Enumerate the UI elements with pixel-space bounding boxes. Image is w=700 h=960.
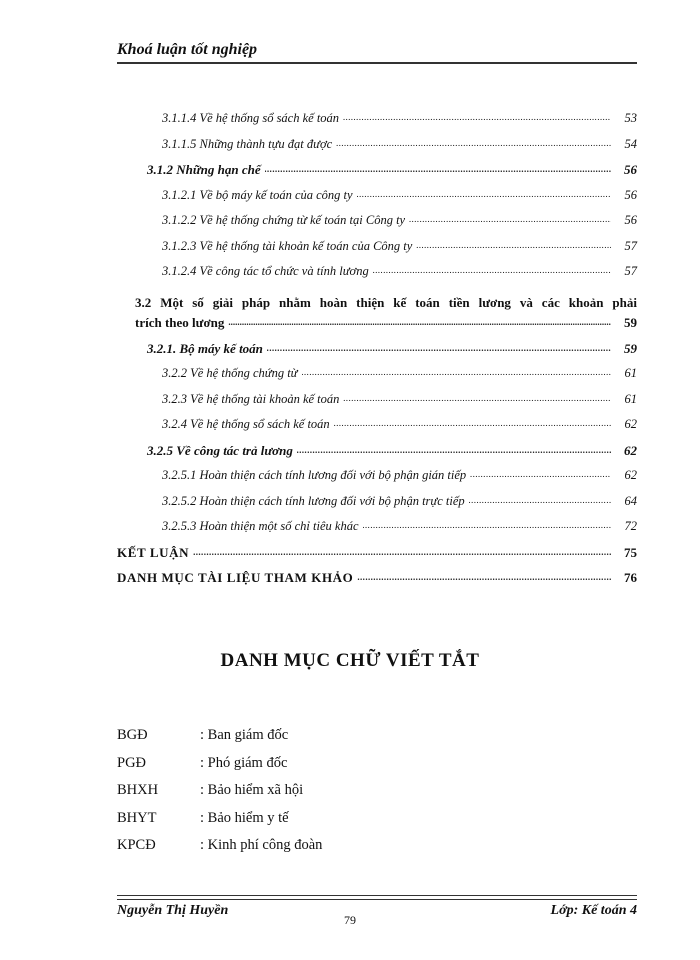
toc-entry-wrapped — [117, 290, 637, 341]
toc-entry-label: 3.2.4 Về hệ thống sổ sách kế toán — [162, 417, 330, 431]
toc-leader-dots — [357, 572, 611, 582]
toc-entry-label: 3.1.2.3 Về hệ thống tài khoản kế toán của Công ty — [162, 238, 413, 253]
toc-entry-label: 3.2.5.2 Hoàn thiện cách tính lương đối với bộ phận trực tiếp — [162, 493, 465, 508]
abbreviation-key: PGĐ — [117, 754, 147, 771]
toc-entry — [117, 519, 637, 545]
abbreviation-key: BHYT — [117, 809, 157, 826]
toc-entry-label: 3.2.2 Về hệ thống chứng từ — [162, 366, 298, 380]
toc-entry-page: 61 — [624, 366, 637, 380]
toc-entry-page: 54 — [624, 136, 637, 151]
toc-leader-dots — [469, 495, 611, 505]
abbreviation-value: : Phó giám đốc — [200, 754, 288, 771]
abbreviation-key: BGĐ — [117, 727, 148, 743]
toc-entry — [117, 264, 637, 290]
toc-entry-page: 57 — [624, 264, 637, 278]
toc-entry — [117, 443, 637, 469]
toc-leader-dots — [470, 469, 611, 479]
toc-entry-label: 3.1.2.4 Về công tác tổ chức và tính lương — [162, 264, 369, 278]
toc-entry-label: 3.1.2 Những hạn chế — [147, 162, 261, 177]
toc-leader-dots — [302, 367, 612, 377]
toc-entry — [117, 188, 637, 214]
toc-leader-dots — [334, 418, 611, 428]
footer-author: Nguyễn Thị Huyền — [117, 903, 229, 918]
toc-entry — [117, 366, 637, 392]
toc-entry-page: 75 — [624, 544, 637, 560]
toc-entry — [117, 239, 637, 265]
toc-entry-page: 53 — [624, 111, 637, 125]
toc-leader-dots — [357, 189, 611, 199]
toc-entry-line2 — [135, 315, 637, 341]
toc-leader-dots — [193, 547, 611, 557]
abbreviation-value: : Bảo hiểm y tế — [200, 809, 289, 826]
toc-entry-page: 61 — [624, 391, 637, 406]
toc-entry-page: 62 — [624, 442, 637, 458]
toc-entry-label: KẾT LUẬN — [117, 544, 190, 560]
abbreviation-value: : Kinh phí công đoàn — [200, 837, 323, 853]
footer-class-label: Lớp: Kế toán 4 — [550, 903, 637, 918]
toc-entry-page: 56 — [624, 187, 637, 202]
page-number: 79 — [344, 913, 356, 927]
toc-entry — [117, 137, 637, 163]
toc-entry-page: 56 — [624, 213, 637, 227]
toc-leader-dots — [336, 138, 611, 148]
toc-entry-label: 3.2.5.1 Hoàn thiện cách tính lương đối với bộ phận gián tiếp — [162, 468, 467, 482]
toc-leader-dots — [343, 112, 611, 122]
toc-leader-dots — [343, 393, 611, 403]
abbreviation-row — [117, 835, 517, 863]
toc-entry — [117, 545, 637, 571]
toc-entry — [117, 494, 637, 520]
toc-entry-page: 72 — [624, 519, 637, 533]
header-title: Khoá luận tốt nghiệp — [117, 41, 258, 58]
toc-entry-label: 3.1.1.4 Về hệ thống sổ sách kế toán — [162, 111, 340, 125]
toc-leader-dots — [297, 445, 611, 455]
toc-entry — [117, 162, 637, 188]
toc-entry-page: 64 — [624, 493, 637, 508]
toc-entry-label: 3.2.5.3 Hoàn thiện một số chỉ tiêu khác — [162, 519, 359, 533]
toc-leader-dots — [409, 214, 611, 224]
page-header — [117, 40, 637, 60]
footer-rule — [117, 895, 637, 900]
toc-entry-label: 3.2.1. Bộ máy kế toán — [147, 340, 263, 356]
toc-entry-label-line2: trích theo lương — [135, 315, 225, 330]
toc-entry — [117, 213, 637, 239]
toc-entry-label: 3.2.5 Về công tác trả lương — [147, 442, 293, 458]
abbreviations-list — [117, 725, 517, 863]
toc-entry-page: 59 — [624, 315, 637, 330]
toc-entry — [117, 468, 637, 494]
toc-entry-page: 62 — [624, 417, 637, 431]
toc-entry — [117, 417, 637, 443]
toc-entry — [117, 341, 637, 367]
abbreviation-key: KPCĐ — [117, 837, 156, 853]
abbreviation-row — [117, 753, 517, 781]
toc-entry-page: 59 — [624, 340, 637, 356]
toc-entry — [117, 111, 637, 137]
toc-entry-label: 3.1.2.2 Về hệ thống chứng từ kế toán tại Công ty — [162, 213, 406, 227]
table-of-contents — [117, 111, 637, 596]
toc-leader-dots — [267, 343, 611, 353]
toc-leader-dots — [228, 317, 611, 327]
toc-entry-label: 3.1.1.5 Những thành tựu đạt được — [162, 136, 333, 151]
header-rule — [117, 62, 637, 64]
abbreviation-row — [117, 780, 517, 808]
toc-entry-label-line1: 3.2 Một số giải pháp nhằm hoàn thiện kế toán tiền lương và các khoản phải — [135, 294, 637, 310]
toc-leader-dots — [363, 520, 612, 530]
abbreviation-key: BHXH — [117, 782, 159, 798]
toc-leader-dots — [416, 240, 611, 250]
toc-entry-label: DANH MỤC TÀI LIỆU THAM KHẢO — [117, 570, 354, 585]
toc-entry-page: 57 — [624, 238, 637, 253]
abbreviation-row — [117, 725, 517, 753]
toc-entry — [117, 570, 637, 596]
abbreviation-row — [117, 808, 517, 836]
toc-entry-page: 62 — [624, 468, 637, 482]
toc-leader-dots — [373, 265, 611, 275]
toc-entry-label: 3.1.2.1 Về bộ máy kế toán của công ty — [162, 187, 353, 202]
toc-entry-label: 3.2.3 Về hệ thống tài khoản kế toán — [162, 391, 340, 406]
abbreviations-title: DANH MỤC CHỮ VIẾT TẮT — [220, 650, 480, 671]
toc-entry — [117, 392, 637, 418]
toc-entry-page: 56 — [624, 162, 637, 177]
toc-leader-dots — [265, 164, 611, 174]
abbreviation-value: : Ban giám đốc — [200, 727, 289, 743]
toc-entry-page: 76 — [624, 570, 637, 585]
abbreviation-value: : Bảo hiểm xã hội — [200, 782, 304, 798]
